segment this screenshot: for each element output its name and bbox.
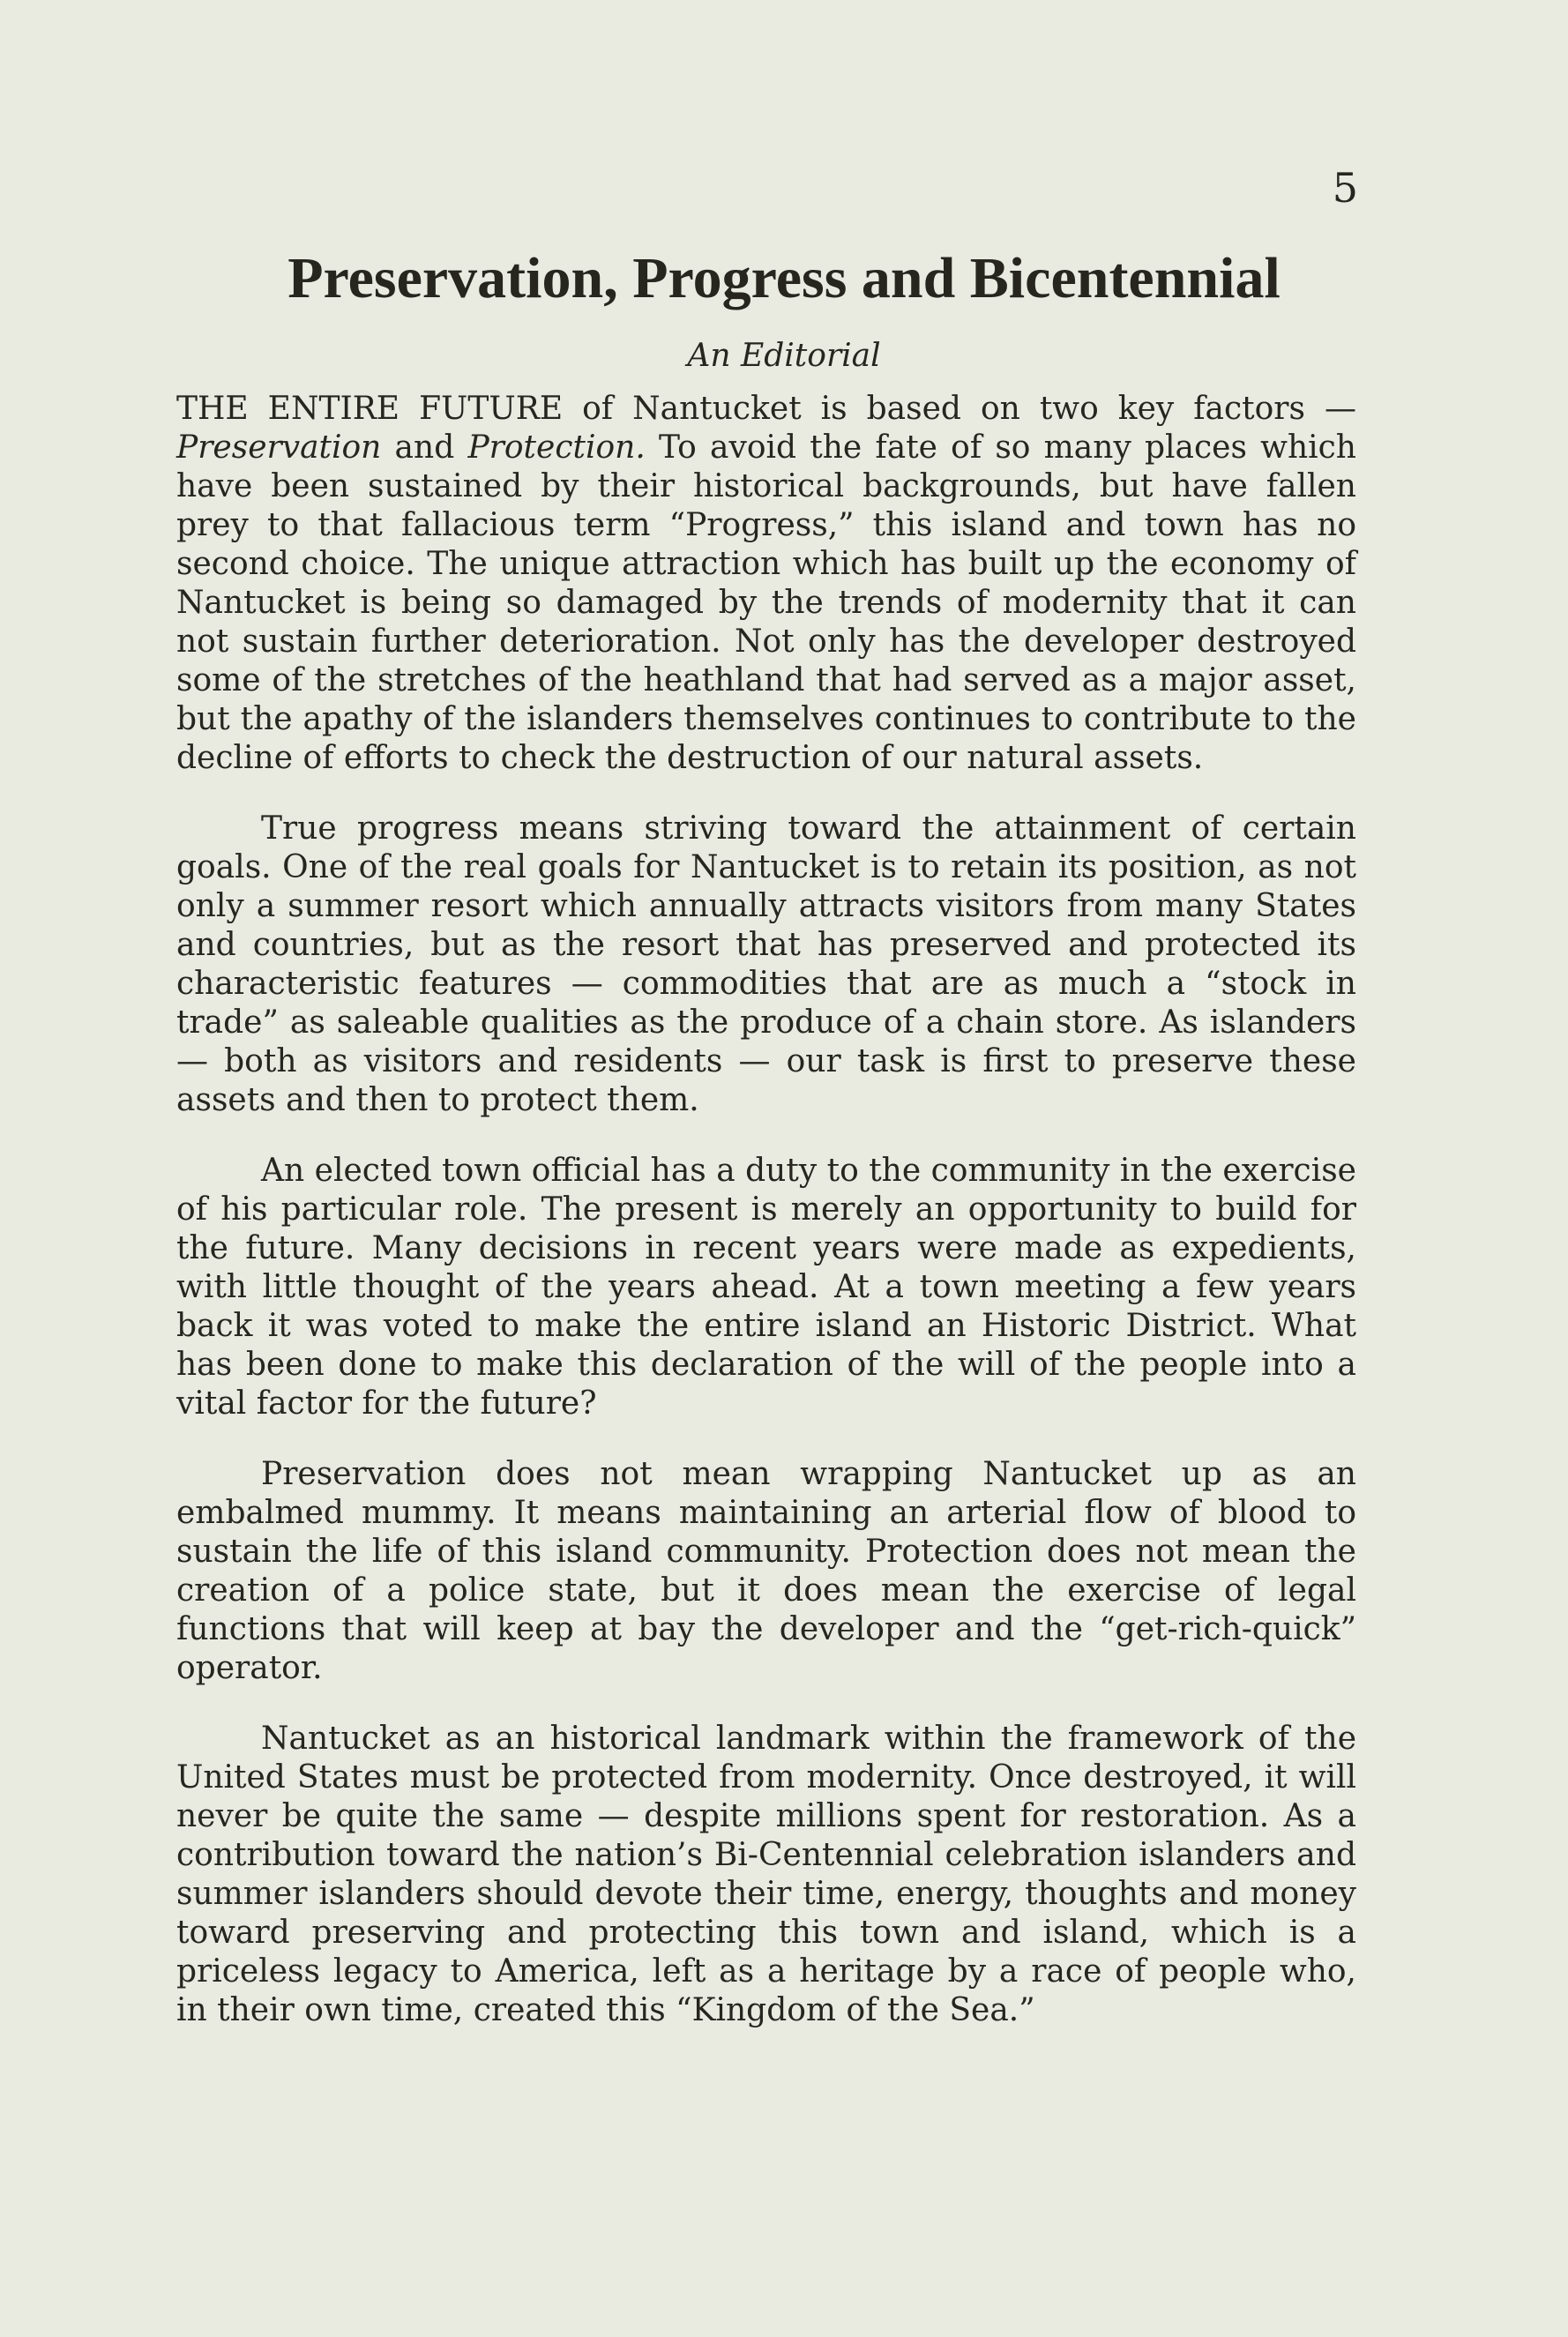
page-number: 5 [1332,164,1358,212]
paragraph-1-emphasis-protection: Protection. [467,429,646,466]
paragraph-1-text-1: THE ENTIRE FUTURE of Nantucket is based on two key factors — [176,391,1356,427]
paragraph-1-text-3: To avoid the fate of so many places which have been sustained by their historical backgrounds, but have fallen prey to that fallacious term “Progress,” this island and town has no second choice. The unique attraction which has built up the economy of Nantucket is being so damaged by the trends of modernity that it can not sustain further deterioration. Not only has the developer destroyed some of the stretches of the heathland that had served as a major asset, but the apathy of the islanders themselves continues to contribute to the decline of efforts to check the destruction of our natural assets. [176,429,1356,776]
paragraph-2 [176,810,1356,1120]
paragraph-3 [176,1152,1356,1423]
article-title: Preservation, Progress and Bicentennial [287,246,1281,310]
paragraph-5 [176,1720,1356,2030]
article-body [176,390,1356,2062]
paragraph-4-text: Preservation does not mean wrapping Nantucket up as an embalmed mummy. It means maintaining an arterial flow of blood to sustain the life of this island community. Protection does not mean the creation of a police state, but it does mean the exercise of legal functions that will keep at bay the developer and the “get-rich-quick” operator. [176,1456,1356,1686]
paragraph-1-emphasis-preservation: Preservation [176,429,382,466]
paragraph-3-text: An elected town official has a duty to the community in the exercise of his particular role. The present is merely an opportunity to build for the future. Many decisions in recent years were made as expedients, with little thought of the years ahead. At a town meeting a few years back it was voted to make the entire island an Historic District. What has been done to make this declaration of the will of the people into a vital factor for the future? [176,1153,1356,1422]
paragraph-1-text-2: and [381,429,468,466]
article-subtitle: An Editorial [687,338,881,374]
paragraph-5-text: Nantucket as an historical landmark within the framework of the United States must be protected from modernity. Once destroyed, it will never be quite the same — despite millions spent for restoration. As a contribution toward the nation’s Bi-Centennial celebration islanders and summer islanders should devote their time, energy, thoughts and money toward preserving and protecting this town and island, which is a priceless legacy to America, left as a heritage by a race of people who, in their own time, created this “Kingdom of the Sea.” [176,1721,1356,2028]
paragraph-4 [176,1455,1356,1688]
paragraph-2-text: True progress means striving toward the attainment of certain goals. One of the real goals for Nantucket is to retain its position, as not only a summer resort which annually attracts visitors from many States and countries, but as the resort that has preserved and protected its characteristic features — commodities that are as much a “stock in trade” as saleable qualities as the produce of a chain store. As islanders — both as visitors and residents — our task is first to preserve these assets and then to protect them. [176,810,1356,1118]
paragraph-1 [176,390,1356,778]
